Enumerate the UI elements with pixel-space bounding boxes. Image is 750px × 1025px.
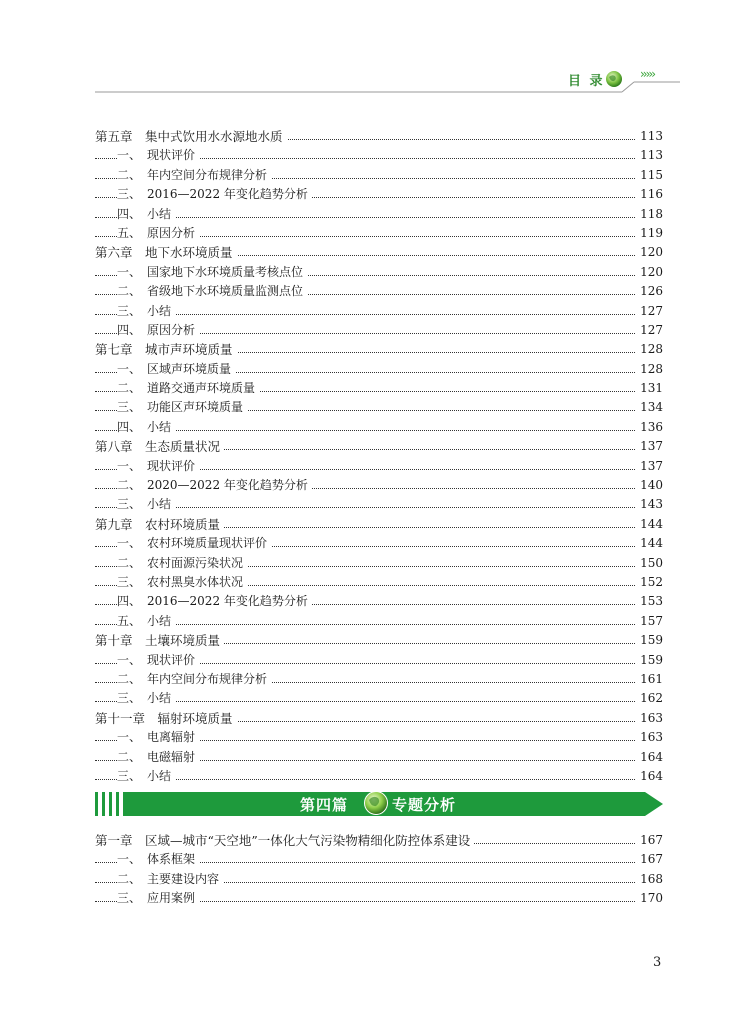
toc-entry-label: 三、 应用案例	[117, 889, 199, 908]
page-number: 3	[653, 955, 662, 970]
toc-entry-section[interactable]	[95, 457, 663, 476]
toc-entry-section[interactable]	[95, 302, 663, 321]
toc-entry-label: 第六章 地下水环境质量	[95, 243, 237, 262]
toc-entry-page: 167	[636, 850, 663, 869]
toc-entry-page: 144	[636, 515, 663, 534]
toc-entry-page: 153	[636, 592, 663, 611]
toc-entry-section[interactable]	[95, 495, 663, 514]
toc-entry-page: 161	[636, 670, 663, 689]
toc-entry-page: 134	[636, 398, 663, 417]
toc-entry-section[interactable]	[95, 379, 663, 398]
dot-leader	[95, 779, 663, 780]
toc-entry-label: 三、 小结	[117, 689, 175, 708]
toc-entry-chapter[interactable]	[95, 340, 663, 359]
toc-entry-section[interactable]	[95, 166, 663, 185]
toc-entry-page: 170	[636, 889, 663, 908]
toc-entry-label: 二、 电磁辐射	[117, 748, 199, 767]
toc-entry-label: 三、 小结	[117, 495, 175, 514]
toc-entry-page: 163	[636, 709, 663, 728]
toc-entry-page: 128	[636, 340, 663, 359]
toc-entry-section[interactable]	[95, 554, 663, 573]
toc-entry-section[interactable]	[95, 573, 663, 592]
toc-entry-page: 128	[636, 360, 663, 379]
toc-entry-label: 一、 农村环境质量现状评价	[117, 534, 271, 553]
toc-entry-label: 二、 2020—2022 年变化趋势分析	[117, 476, 312, 495]
toc-entry-page: 118	[636, 205, 663, 224]
toc-entry-label: 二、 主要建设内容	[117, 870, 223, 889]
toc-entry-label: 四、 2016—2022 年变化趋势分析	[117, 592, 312, 611]
toc-entry-page: 162	[636, 689, 663, 708]
toc-entry-label: 二、 省级地下水环境质量监测点位	[117, 282, 307, 301]
header-chevrons: ›››››	[640, 67, 654, 81]
toc-entry-label: 三、 功能区声环境质量	[117, 398, 247, 417]
toc-entry-label: 五、 原因分析	[117, 224, 199, 243]
toc-entry-page: 157	[636, 612, 663, 631]
toc-entry-section[interactable]	[95, 185, 663, 204]
toc-entry-page: 163	[636, 728, 663, 747]
toc-entry-section[interactable]	[95, 728, 663, 747]
toc-entry-label: 第五章 集中式饮用水水源地水质	[95, 127, 287, 146]
toc-entry-section[interactable]	[95, 870, 663, 889]
table-of-contents-part-four	[95, 831, 663, 909]
dot-leader	[95, 507, 663, 508]
toc-entry-section[interactable]	[95, 476, 663, 495]
toc-entry-label: 二、 年内空间分布规律分析	[117, 670, 271, 689]
toc-entry-section[interactable]	[95, 360, 663, 379]
globe-icon	[605, 70, 623, 88]
toc-entry-page: 164	[636, 748, 663, 767]
toc-entry-chapter[interactable]	[95, 709, 663, 728]
toc-entry-label: 一、 现状评价	[117, 146, 199, 165]
toc-entry-label: 一、 电离辐射	[117, 728, 199, 747]
toc-entry-chapter[interactable]	[95, 631, 663, 650]
toc-entry-section[interactable]	[95, 670, 663, 689]
toc-entry-section[interactable]	[95, 850, 663, 869]
page-header	[0, 0, 750, 100]
dot-leader	[95, 217, 663, 218]
toc-entry-page: 152	[636, 573, 663, 592]
dot-leader	[95, 314, 663, 315]
toc-entry-page: 143	[636, 495, 663, 514]
toc-entry-section[interactable]	[95, 263, 663, 282]
toc-entry-label: 四、 原因分析	[117, 321, 199, 340]
toc-entry-page: 137	[636, 437, 663, 456]
toc-entry-chapter[interactable]	[95, 127, 663, 146]
toc-entry-chapter[interactable]	[95, 831, 663, 850]
toc-entry-page: 136	[636, 418, 663, 437]
toc-entry-label: 一、 现状评价	[117, 457, 199, 476]
toc-entry-section[interactable]	[95, 205, 663, 224]
toc-entry-page: 115	[636, 166, 663, 185]
toc-entry-page: 113	[636, 127, 663, 146]
toc-entry-page: 127	[636, 302, 663, 321]
toc-entry-section[interactable]	[95, 767, 663, 786]
toc-entry-section[interactable]	[95, 224, 663, 243]
toc-entry-page: 120	[636, 263, 663, 282]
dot-leader	[95, 430, 663, 431]
toc-entry-section[interactable]	[95, 612, 663, 631]
toc-entry-section[interactable]	[95, 534, 663, 553]
toc-entry-page: 159	[636, 651, 663, 670]
table-of-contents	[95, 127, 663, 786]
toc-entry-label: 二、 农村面源污染状况	[117, 554, 247, 573]
toc-entry-page: 113	[636, 146, 663, 165]
toc-entry-label: 三、 小结	[117, 302, 175, 321]
toc-entry-page: 150	[636, 554, 663, 573]
toc-entry-page: 164	[636, 767, 663, 786]
toc-entry-label: 一、 体系框架	[117, 850, 199, 869]
toc-entry-page: 137	[636, 457, 663, 476]
toc-entry-section[interactable]	[95, 689, 663, 708]
toc-entry-section[interactable]	[95, 889, 663, 908]
toc-entry-label: 二、 年内空间分布规律分析	[117, 166, 271, 185]
toc-entry-section[interactable]	[95, 651, 663, 670]
toc-entry-label: 五、 小结	[117, 612, 175, 631]
toc-entry-label: 三、 农村黑臭水体状况	[117, 573, 247, 592]
toc-entry-page: 126	[636, 282, 663, 301]
toc-entry-label: 四、 小结	[117, 418, 175, 437]
toc-entry-section[interactable]	[95, 398, 663, 417]
toc-entry-label: 第十章 土壤环境质量	[95, 631, 224, 650]
header-title: 目 录	[568, 74, 605, 89]
toc-entry-section[interactable]	[95, 282, 663, 301]
toc-entry-page: 159	[636, 631, 663, 650]
toc-entry-chapter[interactable]	[95, 243, 663, 262]
toc-entry-section[interactable]	[95, 592, 663, 611]
dot-leader	[95, 624, 663, 625]
toc-entry-chapter[interactable]	[95, 515, 663, 534]
toc-entry-page: 168	[636, 870, 663, 889]
toc-entry-section[interactable]	[95, 321, 663, 340]
toc-entry-label: 第一章 区域—城市“天空地”一体化大气污染物精细化防控体系建设	[95, 831, 474, 850]
part-subtitle: 专题分析	[392, 796, 457, 814]
toc-entry-label: 三、 小结	[117, 767, 175, 786]
header-rule	[0, 0, 750, 100]
toc-entry-page: 144	[636, 534, 663, 553]
toc-entry-page: 167	[636, 831, 663, 850]
toc-entry-label: 四、 小结	[117, 205, 175, 224]
toc-entry-label: 第七章 城市声环境质量	[95, 340, 237, 359]
toc-entry-label: 第八章 生态质量状况	[95, 437, 224, 456]
toc-entry-section[interactable]	[95, 146, 663, 165]
toc-entry-label: 一、 国家地下水环境质量考核点位	[117, 263, 307, 282]
toc-entry-label: 第九章 农村环境质量	[95, 515, 224, 534]
toc-entry-page: 116	[636, 185, 663, 204]
part-title: 第四篇	[300, 796, 349, 814]
globe-icon	[363, 790, 389, 816]
toc-entry-label: 二、 道路交通声环境质量	[117, 379, 259, 398]
toc-entry-page: 140	[636, 476, 663, 495]
toc-entry-chapter[interactable]	[95, 437, 663, 456]
toc-entry-page: 120	[636, 243, 663, 262]
toc-entry-label: 第十一章 辐射环境质量	[95, 709, 237, 728]
toc-entry-label: 三、 2016—2022 年变化趋势分析	[117, 185, 312, 204]
toc-entry-page: 119	[636, 224, 663, 243]
dot-leader	[95, 701, 663, 702]
toc-entry-page: 131	[636, 379, 663, 398]
toc-entry-section[interactable]	[95, 418, 663, 437]
toc-entry-label: 一、 现状评价	[117, 651, 199, 670]
toc-entry-page: 127	[636, 321, 663, 340]
toc-entry-section[interactable]	[95, 748, 663, 767]
toc-entry-label: 一、 区域声环境质量	[117, 360, 235, 379]
